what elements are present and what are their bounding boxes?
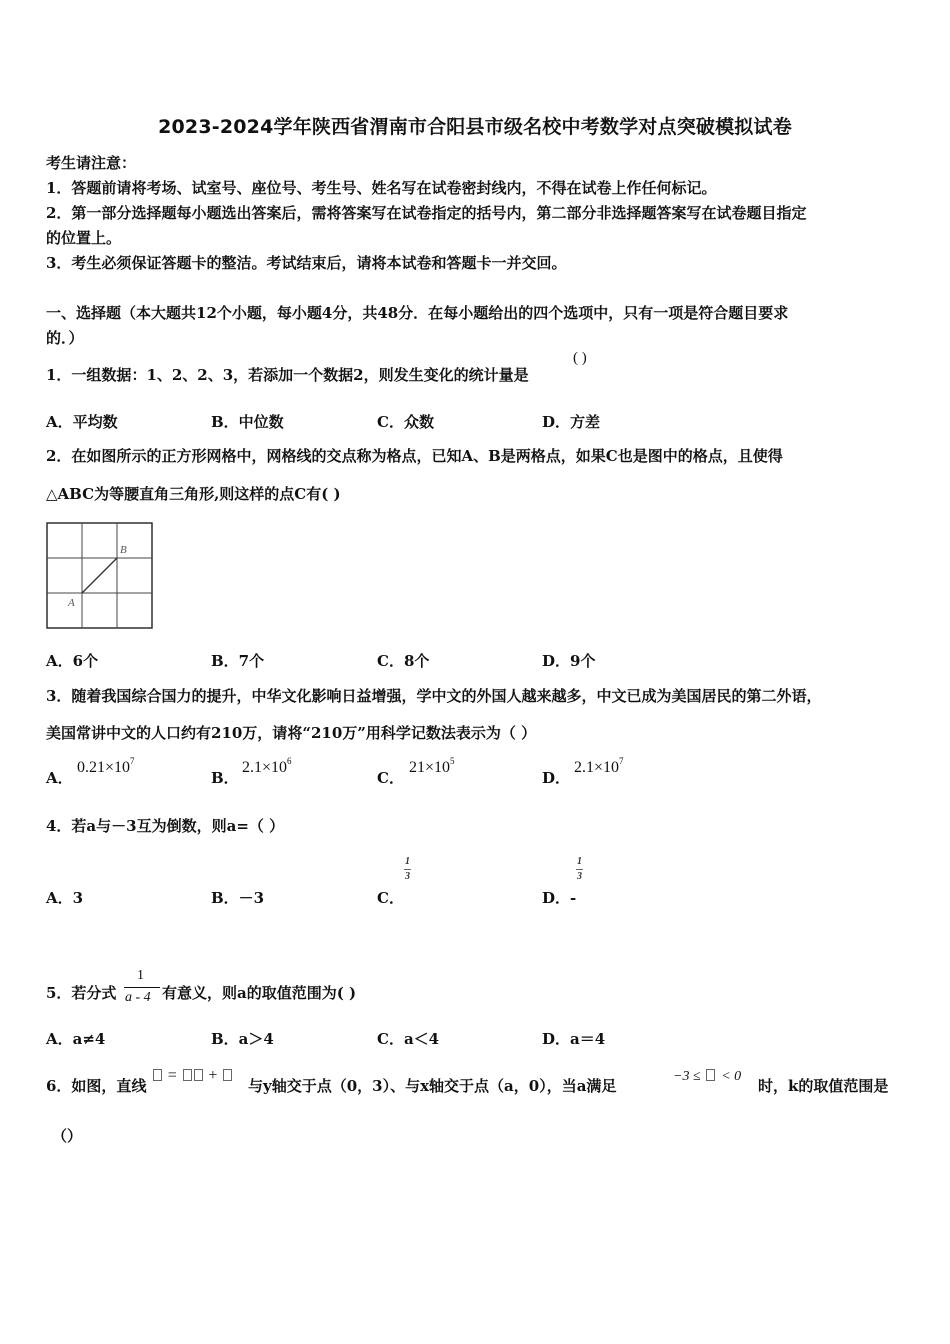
q2-option-a: A．6个 [46,652,99,670]
sci-base: 2.1×10 [574,759,620,776]
notice-heading: 考生请注意： [46,154,137,172]
sci-base: 0.21×10 [77,759,131,776]
q4-c-frac-den: 3 [405,871,410,882]
notice-item-3: 3．考生必须保证答题卡的整洁。考试结束后，请将本试卷和答题卡一并交回。 [46,254,567,272]
q5-suffix: 有意义，则a的取值范围为( ) [162,984,357,1002]
equals-sign: = [167,1067,177,1084]
q6-inequality [673,1066,741,1085]
q1-option-a: A．平均数 [46,413,118,431]
sci-base: 2.1×10 [242,759,288,776]
missing-glyph-icon [223,1069,232,1081]
q1-option-b: B．中位数 [211,413,284,431]
q1-option-d: D．方差 [542,413,601,431]
q2-option-d: D．9个 [542,652,596,670]
ineq-right: < 0 [721,1069,742,1084]
option-label: D． [542,769,571,787]
q3-option-b [211,767,239,788]
q3-option-a [46,767,73,788]
q6-answer-paren: （） [52,1127,83,1145]
q3-option-c-value [409,758,455,777]
q5-option-d: D．a＝4 [542,1030,606,1048]
q3-option-c [377,767,404,788]
option-label: A． [46,769,73,787]
notice-item-2: 2．第一部分选择题每小题选出答案后，需将答案写在试卷指定的括号内，第二部分非选择题答案写在试卷题目指定 [46,204,807,222]
q2-option-b: B．7个 [211,652,265,670]
q4-d-frac-den: 3 [577,871,582,882]
q5-frac-bar [124,987,160,988]
q5-frac-den: a - 4 [125,990,151,1005]
ineq-left: −3 ≤ [673,1069,701,1084]
q4-text: 4．若a与－3互为倒数，则a=（ ） [46,817,285,835]
q4-c-frac-bar [404,869,411,870]
q5-frac-num: 1 [137,968,144,983]
q2-text-line2: △ABC为等腰直角三角形,则这样的点C有( ) [46,485,341,503]
option-label: B． [211,769,239,787]
q3-option-d [542,767,570,788]
missing-glyph-icon [706,1069,715,1081]
missing-glyph-icon [153,1069,162,1081]
option-label: C． [377,769,404,787]
q4-c-frac-num: 1 [405,856,410,867]
q6-prefix: 6．如图，直线 [46,1077,147,1095]
plus-sign: + [208,1067,218,1084]
sci-exponent: 7 [619,756,624,766]
sci-exponent: 6 [287,756,292,766]
q2-text-line1: 2．在如图所示的正方形网格中，网格线的交点称为格点，已知A、B是两格点，如果C也是图中的格点，且使得 [46,447,783,465]
segment-ab [82,558,117,593]
q6-suffix: 时，k的取值范围是 [758,1077,889,1095]
notice-item-1: 1．答题前请将考场、试室号、座位号、考生号、姓名写在试卷密封线内，不得在试卷上作任何标记。 [46,179,717,197]
q3-option-d-value [574,758,624,777]
q2-option-c: C．8个 [377,652,430,670]
q1-option-c: C．众数 [377,413,434,431]
sci-base: 21×10 [409,759,451,776]
page-title: 2023-2024学年陕西省渭南市合阳县市级名校中考数学对点突破模拟试卷 [158,116,792,138]
q3-text-line1: 3．随着我国综合国力的提升，中华文化影响日益增强，学中文的外国人越来越多，中文已成为美国居民的第二外语， [46,687,822,705]
sci-exponent: 7 [130,756,135,766]
missing-glyph-icon [183,1069,192,1081]
q5-option-c: C．a＜4 [377,1030,440,1048]
q5-prefix: 5．若分式 [46,984,117,1002]
q6-middle: 与y轴交于点（0，3）、与x轴交于点（a，0），当a满足 [248,1077,617,1095]
square-grid-figure [46,522,154,630]
q3-option-a-value [77,758,135,777]
q4-option-b: B．－3 [211,889,265,907]
q5-option-b: B．a＞4 [211,1030,274,1048]
q4-option-d: D．- [542,889,577,907]
notice-item-2-cont: 的位置上。 [46,229,122,247]
q3-option-b-value [242,758,292,777]
q4-d-frac-bar [576,869,583,870]
section-heading: 一、选择题（本大题共12个小题，每小题4分，共48分．在每小题给出的四个选项中，只有一项是符合题目要求 [46,304,789,322]
section-heading-cont: 的．） [46,329,84,347]
q4-d-frac-num: 1 [577,856,582,867]
q4-option-a: A．3 [46,889,84,907]
q3-text-line2: 美国常讲中文的人口约有210万，请将“210万”用科学记数法表示为（ ） [46,724,537,742]
point-a-label: A [68,597,75,609]
point-b-label: B [120,544,127,556]
q5-option-a: A．a≠4 [46,1030,106,1048]
q4-option-c: C． [377,889,404,907]
q1-text: 1．一组数据：1、2、2、3，若添加一个数据2，则发生变化的统计量是 [46,366,529,384]
sci-exponent: 5 [450,756,455,766]
q1-answer-paren: ( ) [573,350,587,366]
missing-glyph-icon [194,1069,203,1081]
q6-line-equation [152,1066,233,1085]
